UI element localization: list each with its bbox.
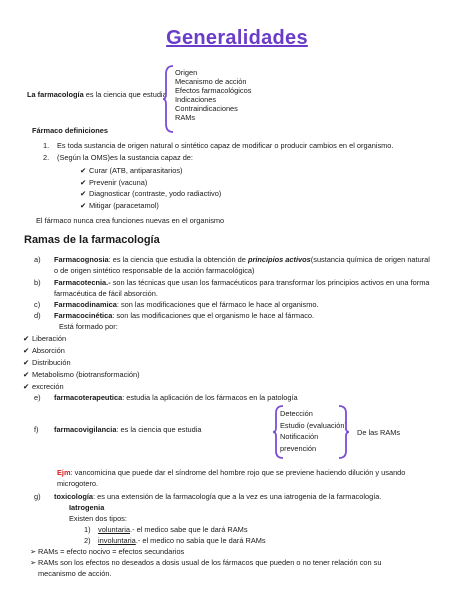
rama-d-checks — [23, 333, 140, 393]
definitions-note: El fármaco nunca crea funciones nuevas en el organismo — [36, 216, 225, 225]
checkmark-icon: ✔ — [80, 189, 87, 198]
intro-topic: Origen — [175, 68, 198, 77]
check-item: ✔ excreción — [23, 382, 64, 391]
checkmark-icon: ✔ — [80, 166, 87, 175]
definition-item: 1. Es toda sustancia de origen natural o sintético capaz de modificar o producir cambios en el organismo. — [43, 141, 394, 150]
intro-sentence — [27, 90, 167, 99]
checkmark-icon: ✔ — [23, 346, 30, 355]
intro-topic: Contraindicaciones — [175, 104, 238, 113]
definition-item: 2. (Según la OMS)es la sustancia capaz de: — [43, 153, 193, 162]
rama-f: f) farmacovigilancia: es la ciencia que estudia — [34, 425, 202, 434]
iatrogenia-sub: Existen dos tipos: — [69, 514, 127, 523]
check-item: ✔ Diagnosticar (contraste, yodo radiactivo) — [80, 189, 222, 198]
rama-e: e) farmacoterapeutica: estudia la aplicación de los fármacos en la patología — [34, 393, 298, 402]
iatrogenia-item: 1) voluntaria.- el medico sabe que le dará RAMs — [84, 525, 248, 534]
farmacovigilancia-topic: Estudio (evaluación) — [280, 420, 347, 430]
definitions-heading: Fármaco definiciones — [32, 126, 108, 135]
list-item: ➢ RAMs son los efectos no deseados a dosis usual de los fármacos que pueden o no tener relación con su — [30, 558, 382, 567]
check-item: ✔ Curar (ATB, antiparasitarios) — [80, 166, 183, 175]
checkmark-icon: ✔ — [23, 382, 30, 391]
iatrogenia-item: 2) involuntaria.- el medico no sabía que le dará RAMs — [84, 536, 266, 545]
example-label: Ejm — [57, 468, 71, 477]
ramas-heading: Ramas de la farmacología — [24, 234, 160, 246]
intro-bracket-icon — [162, 64, 176, 134]
rama-g: g) toxicología: es una extensión de la farmacología que a la vez es una iatrogenia de la farmacología. — [34, 492, 382, 501]
page-title: Generalidades — [166, 27, 308, 49]
rama-d: d) Farmacocinética: son las modificaciones que el organismo le hace al fármaco. — [34, 311, 315, 320]
rama-c: c) Farmacodinamica: son las modificaciones que el fármaco le hace al organismo. — [34, 300, 319, 309]
checkmark-icon: ✔ — [23, 358, 30, 367]
rama-a: a) Farmacognosia: es la ciencia que estudia la obtención de principios activos(sustancia química de origen natural — [34, 255, 430, 264]
check-item: ✔ Absorción — [23, 346, 65, 355]
intro-topic: Efectos farmacológicos — [175, 86, 252, 95]
example-line: Ejm: vancomicina que puede dar el síndrome del hombre rojo que se previene haciendo dilución y usando — [57, 468, 406, 477]
check-item: ✔ Distribución — [23, 358, 71, 367]
list-item-continuation: mecanismo de acción. — [38, 569, 112, 578]
check-item: ✔ Metabolismo (biotransformación) — [23, 370, 140, 379]
intro-topics-list — [175, 68, 251, 122]
farmacovigilancia-topic: Notificación — [280, 432, 319, 441]
iatrogenia-heading: Iatrogenia — [69, 503, 105, 512]
rama-a-line2: o de origen sintético responsable de la acción farmacológica) — [54, 266, 255, 275]
rama-d-formado: Está formado por: — [59, 322, 118, 331]
intro-topic: RAMs — [175, 113, 196, 122]
check-item: ✔ Prevenir (vacuna) — [80, 177, 148, 187]
check-item: ✔ Liberación — [23, 334, 67, 343]
intro-topic: Indicaciones — [175, 95, 217, 104]
arrow-bullet-icon: ➢ — [30, 558, 37, 567]
farmacovigilancia-topic: Detección — [280, 409, 313, 418]
intro-lead-bold: La farmacología — [27, 90, 84, 99]
farmacovigilancia-closing-bracket-icon — [336, 404, 350, 460]
check-item: ✔ Mitigar (paracetamol) — [80, 200, 159, 210]
list-item: ➢ RAMs = efecto nocivo = efectos secundarios — [30, 547, 185, 556]
rama-b-line2: farmacéutica de fácil absorción. — [54, 289, 158, 298]
intro-topic: Mecanismo de acción — [175, 77, 247, 86]
arrow-bullet-icon: ➢ — [30, 547, 37, 556]
checkmark-icon: ✔ — [80, 200, 87, 210]
rama-b: b) Farmacotecnia.- son las técnicas que usan los farmacéuticos para transformar los principios activos en una forma — [34, 278, 430, 287]
farmacovigilancia-topic: prevención — [280, 443, 317, 453]
checkmark-icon: ✔ — [80, 177, 87, 187]
farmacovigilancia-side-label: De las RAMs — [357, 428, 401, 437]
definition-checks — [80, 165, 221, 211]
checkmark-icon: ✔ — [23, 334, 30, 343]
intro-lead-rest: es la ciencia que estudia — [83, 90, 167, 99]
example-line2: microgotero. — [57, 479, 99, 488]
checkmark-icon: ✔ — [23, 370, 30, 379]
